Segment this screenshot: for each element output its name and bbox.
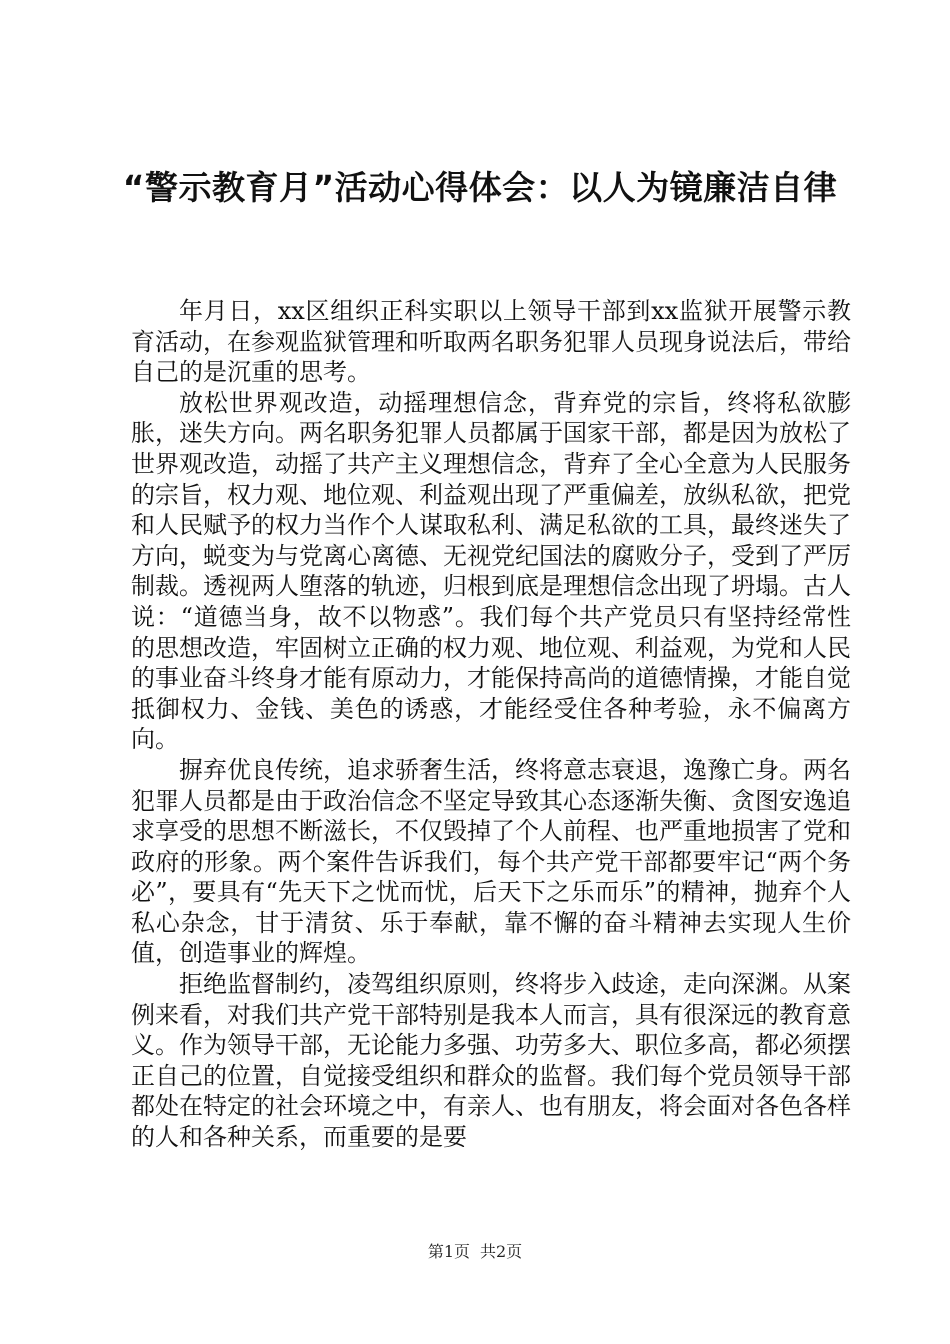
page-footer	[0, 1242, 950, 1262]
paragraph-3: 摒弃优良传统，追求骄奢生活，终将意志衰退，逸豫亡身。两名犯罪人员都是由于政治信念不坚定导致其心态逐渐失衡、贪图安逸追求享受的思想不断滋长，不仅毁掉了个人前程、也严重地损害了党和政府的形象。两个案件告诉我们，每个共产党干部都要牢记“两个务必”，要具有“先天下之忧而忧，后天下之乐而乐”的精神，抛弃个人私心杂念，甘于清贫、乐于奉献，靠不懈的奋斗精神去实现人生价值，创造事业的辉煌。	[131, 755, 851, 968]
paragraph-4: 拒绝监督制约，凌驾组织原则，终将步入歧途，走向深渊。从案例来看，对我们共产党干部特别是我本人而言，具有很深远的教育意义。作为领导干部，无论能力多强、功劳多大、职位多高，都必须摆正自己的位置，自觉接受组织和群众的监督。我们每个党员领导干部都处在特定的社会环境之中，有亲人、也有朋友，将会面对各色各样的人和各种关系，而重要的是要	[131, 970, 851, 1152]
page-total: 共2页	[480, 1242, 523, 1261]
paragraph-2: 放松世界观改造，动摇理想信念，背弃党的宗旨，终将私欲膨胀，迷失方向。两名职务犯罪人员都属于国家干部，都是因为放松了世界观改造，动摇了共产主义理想信念，背弃了全心全意为人民服务的宗旨，权力观、地位观、利益观出现了严重偏差，放纵私欲，把党和人民赋予的权力当作个人谋取私利、满足私欲的工具，最终迷失了方向，蜕变为与党离心离德、无视党纪国法的腐败分子，受到了严厉制裁。透视两人堕落的轨迹，归根到底是理想信念出现了坍塌。古人说：“道德当身，故不以物惑”。我们每个共产党员只有坚持经常性的思想改造，牢固树立正确的权力观、地位观、利益观，为党和人民的事业奋斗终身才能有原动力，才能保持高尚的道德情操，才能自觉抵御权力、金钱、美色的诱惑，才能经受住各种考验，永不偏离方向。	[131, 388, 851, 754]
document-body	[131, 296, 851, 1153]
paragraph-1: 年月日，xx区组织正科实职以上领导干部到xx监狱开展警示教育活动，在参观监狱管理和听取两名职务犯罪人员现身说法后，带给自己的是沉重的思考。	[131, 297, 851, 387]
document-title: “警示教育月”活动心得体会：以人为镜廉洁自律	[122, 168, 838, 207]
page-number: 第1页	[427, 1242, 470, 1261]
